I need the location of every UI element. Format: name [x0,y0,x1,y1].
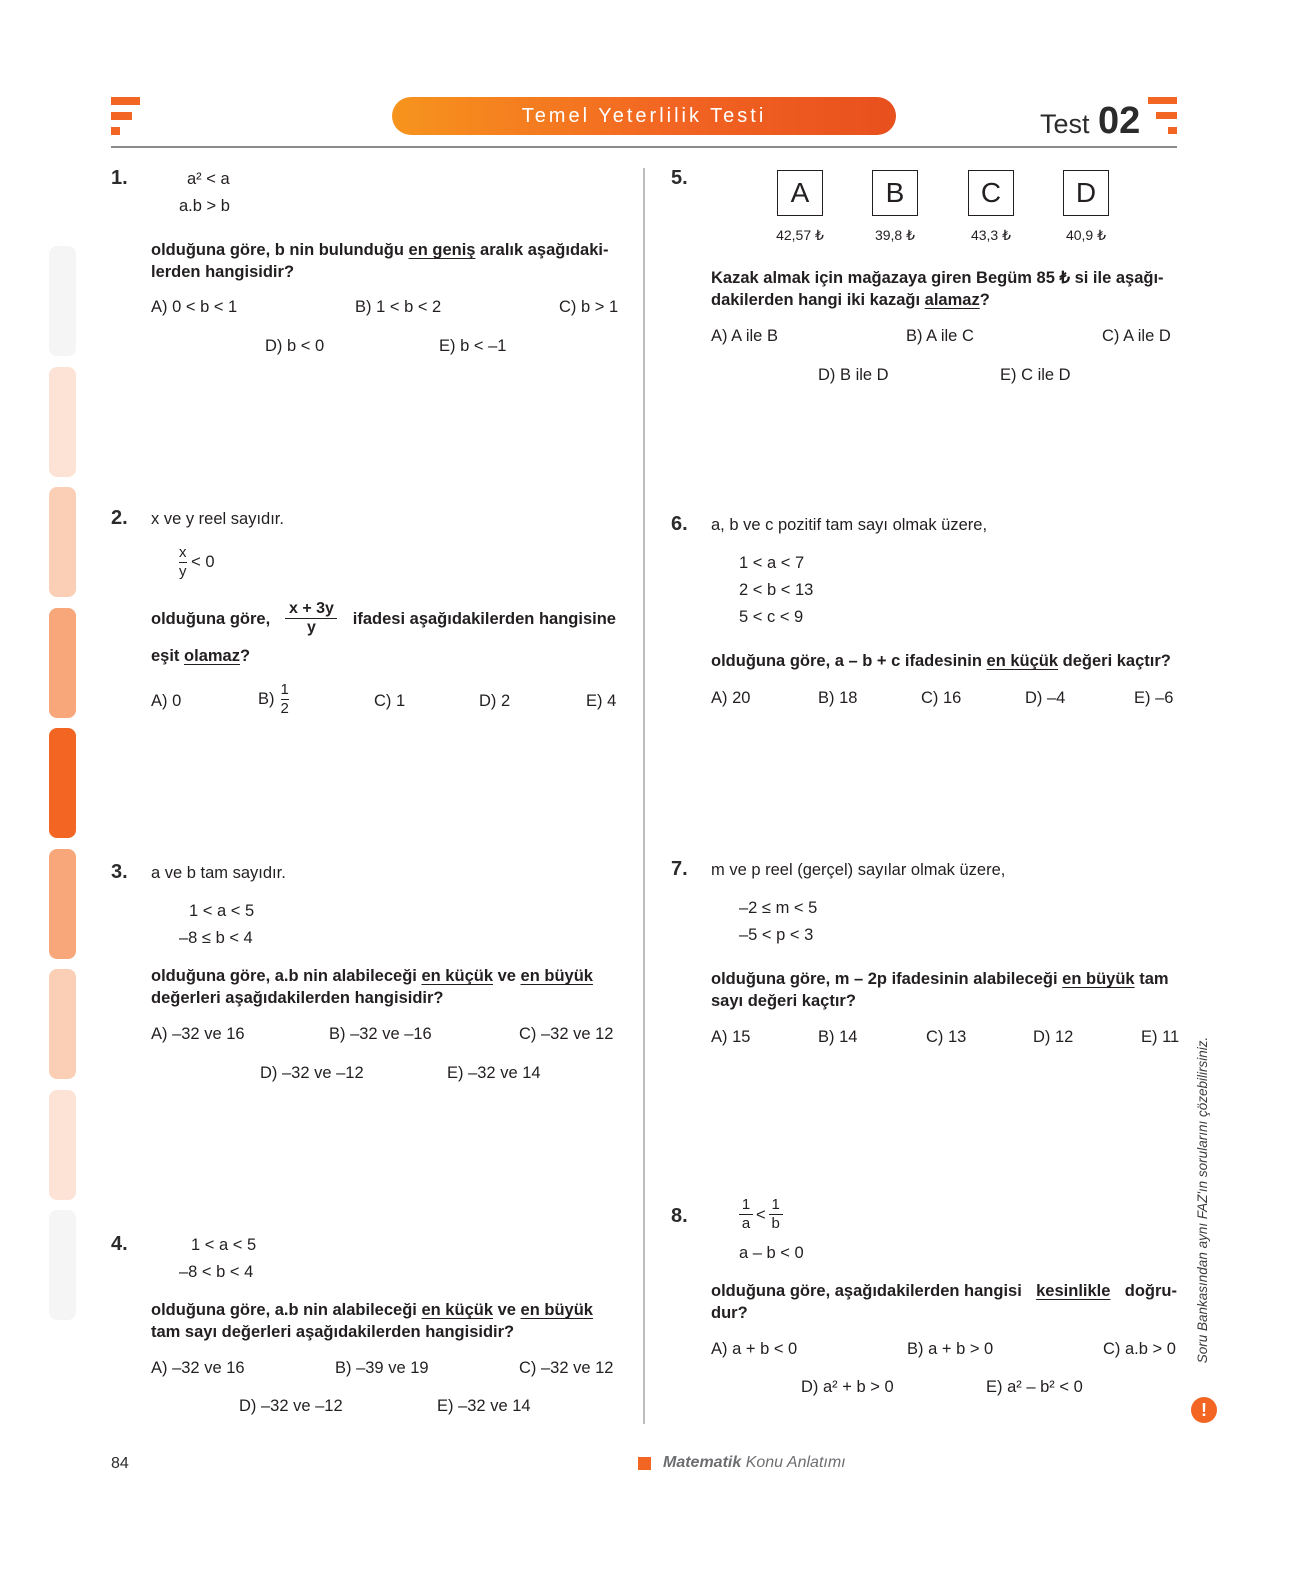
test-label [1040,100,1140,143]
q5-option-e[interactable]: E) C ile D [1000,366,1071,384]
q2-stem-line1: olduğuna göre, $\frac{x + 3y}{y}$ ifadesi aşağıdakilerden hangisine [151,600,616,636]
header-title: Temel Yeterlilik Testi [521,105,767,127]
q3-condition-1: 1 < a < 5 [189,902,255,920]
page-number: 84 [111,1455,129,1472]
q1-option-b[interactable]: B) 1 < b < 2 [355,298,442,316]
q5-number: 5. [671,167,688,189]
q4-condition-1: 1 < a < 5 [191,1236,257,1254]
q3-option-a[interactable]: A) –32 ve 16 [151,1025,245,1043]
footer-square-icon [638,1457,651,1470]
q7-stem: olduğuna göre, m – 2p ifadesinin alabileceği en büyük tam sayı değeri kaçtır? [711,970,1169,1010]
header-title-pill [392,97,896,135]
q6-option-a[interactable]: A) 20 [711,689,751,707]
side-tab-6 [49,849,76,959]
q3-stem: olduğuna göre, a.b nin alabileceği en küçük ve en büyük değerleri aşağıdakilerden hangisidir? [151,967,593,1007]
q3-option-d[interactable]: D) –32 ve –12 [260,1064,364,1082]
q7-condition-1: –2 ≤ m < 5 [739,899,818,917]
q7-option-b[interactable]: B) 14 [818,1028,858,1046]
q6-option-d[interactable]: D) –4 [1025,689,1066,707]
side-tab-8 [49,1090,76,1200]
price-c: 43,3 ₺ [970,227,1012,243]
q3-option-c[interactable]: C) –32 ve 12 [519,1025,614,1043]
q6-intro: a, b ve c pozitif tam sayı olmak üzere, [711,516,988,534]
price-b: 39,8 ₺ [874,227,916,243]
price-a: 42,57 ₺ [776,227,824,243]
side-tab-2 [49,367,76,477]
q6-condition-2: 2 < b < 13 [739,581,814,599]
q3-intro: a ve b tam sayıdır. [151,864,286,882]
side-tab-7 [49,969,76,1079]
column-divider [643,168,645,1424]
q4-condition-2: –8 < b < 4 [179,1263,254,1281]
test-number: 02 [1097,100,1141,142]
q3-option-e[interactable]: E) –32 ve 14 [447,1064,541,1082]
q1-stem: olduğuna göre, b nin bulunduğu en geniş aralık aşağıdaki- lerden hangisidir? [151,241,609,281]
q4-option-c[interactable]: C) –32 ve 12 [519,1359,614,1377]
q2-intro: x ve y reel sayıdır. [151,510,284,528]
q1-condition-2: a.b > b [179,197,230,215]
exclamation-icon: ! [1191,1397,1217,1423]
q4-option-a[interactable]: A) –32 ve 16 [151,1359,245,1377]
q3-number: 3. [111,861,128,883]
q6-option-c[interactable]: C) 16 [921,689,962,707]
q5-option-a[interactable]: A) A ile B [711,327,778,345]
side-tab-5-active [49,728,76,838]
q6-condition-3: 5 < c < 9 [739,608,804,626]
q6-option-b[interactable]: B) 18 [818,689,858,707]
q7-intro: m ve p reel (gerçel) sayılar olmak üzere, [711,861,1006,879]
test-word: Test [1040,109,1090,139]
q7-option-e[interactable]: E) 11 [1141,1028,1180,1046]
q7-number: 7. [671,858,688,880]
q1-option-a[interactable]: A) 0 < b < 1 [151,298,238,316]
q1-condition-1: a² < a [187,170,230,188]
q6-option-e[interactable]: E) –6 [1134,689,1174,707]
sweater-box-a: A [777,170,823,216]
q6-number: 6. [671,513,688,535]
q7-condition-2: –5 < p < 3 [739,926,814,944]
q5-option-c[interactable]: C) A ile D [1102,327,1171,345]
q8-option-b[interactable]: B) a + b > 0 [907,1340,994,1358]
q8-option-c[interactable]: C) a.b > 0 [1103,1340,1176,1358]
q4-option-b[interactable]: B) –39 ve 19 [335,1359,429,1377]
q8-stem: olduğuna göre, aşağıdakilerden hangisi kesinlikle doğru- dur? [711,1282,1177,1322]
q2-number: 2. [111,507,128,529]
q7-option-d[interactable]: D) 12 [1033,1028,1074,1046]
q8-condition-1: $\frac{1}{a}$ < $\frac{1}{b}$ [739,1197,783,1232]
header-rule [111,146,1177,148]
q8-option-e[interactable]: E) a² – b² < 0 [986,1378,1083,1396]
q2-option-d[interactable]: D) 2 [479,692,511,710]
sweater-box-b: B [872,170,918,216]
q2-condition: $\frac{x}{y}$ < 0 [179,544,215,580]
side-tab-9 [49,1210,76,1320]
side-note: Soru Bankasından aynı FAZ'ın sorularını çözebilirsiniz. [1195,1036,1210,1364]
side-tab-1 [49,246,76,356]
q2-stem-line2: eşit olamaz? [151,647,251,665]
q1-option-e[interactable]: E) b < –1 [439,337,507,355]
q1-number: 1. [111,167,128,189]
q8-option-a[interactable]: A) a + b < 0 [711,1340,798,1358]
sweater-box-d: D [1063,170,1109,216]
q5-option-b[interactable]: B) A ile C [906,327,974,345]
q8-option-d[interactable]: D) a² + b > 0 [801,1378,894,1396]
q5-stem: Kazak almak için mağazaya giren Begüm 85 ₺ si ile aşağı- dakilerden hangi iki kazağı alamaz? [711,269,1164,309]
footer-subject: Matematik Konu Anlatımı [663,1454,846,1471]
brand-logo-right [1148,97,1178,137]
q3-condition-2: –8 ≤ b < 4 [179,929,253,947]
q2-option-c[interactable]: C) 1 [374,692,406,710]
brand-logo-left [111,97,141,137]
sweater-box-c: C [968,170,1014,216]
q8-number: 8. [671,1205,688,1227]
q1-option-d[interactable]: D) b < 0 [265,337,325,355]
q4-option-d[interactable]: D) –32 ve –12 [239,1397,343,1415]
q5-option-d[interactable]: D) B ile D [818,366,889,384]
side-tab-3 [49,487,76,597]
q7-option-a[interactable]: A) 15 [711,1028,751,1046]
price-d: 40,9 ₺ [1065,227,1107,243]
q4-option-e[interactable]: E) –32 ve 14 [437,1397,531,1415]
q2-option-b[interactable]: B) $\frac{1}{2}$ [258,681,289,717]
q6-stem: olduğuna göre, a – b + c ifadesinin en küçük değeri kaçtır? [711,652,1171,670]
q3-option-b[interactable]: B) –32 ve –16 [329,1025,432,1043]
q1-option-c[interactable]: C) b > 1 [559,298,619,316]
q4-number: 4. [111,1233,128,1255]
q7-option-c[interactable]: C) 13 [926,1028,967,1046]
q2-option-a[interactable]: A) 0 [151,692,182,710]
q8-condition-2: a – b < 0 [739,1244,804,1262]
q4-stem: olduğuna göre, a.b nin alabileceği en küçük ve en büyük tam sayı değerleri aşağıdakilerden hangisidir? [151,1301,593,1341]
q2-option-e[interactable]: E) 4 [586,692,617,710]
q6-condition-1: 1 < a < 7 [739,554,805,572]
side-tab-4 [49,608,76,718]
